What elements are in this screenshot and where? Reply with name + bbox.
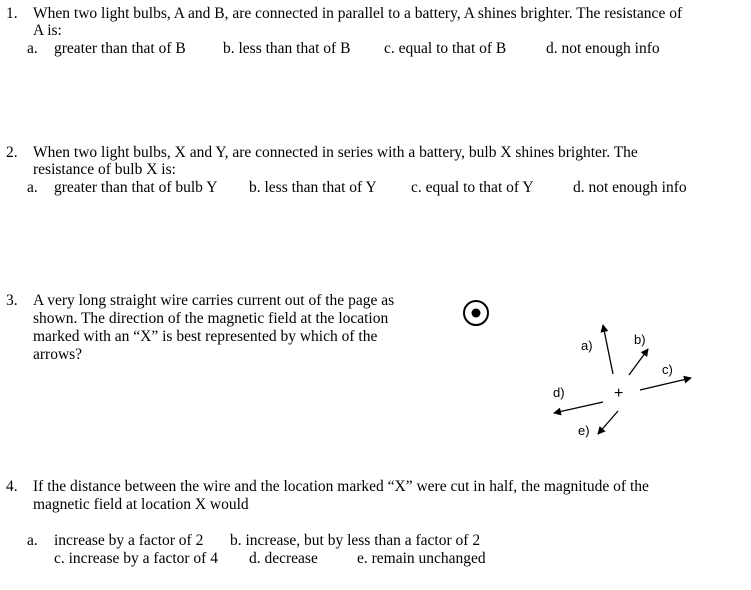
q4-number: 4. [6,478,18,495]
q2-option-c: c. equal to that of Y [411,179,534,196]
q1-option-c: c. equal to that of B [384,40,507,57]
q3-text-line3: marked with an “X” is best represented by which of the [33,328,378,345]
arrow-label-c: c) [662,362,673,377]
q4-option-a-letter: a. [27,532,38,549]
wire-out-of-page-icon [464,301,488,325]
arrow-e [598,411,618,434]
arrow-label-a: a) [581,338,593,353]
arrow-d [554,402,603,413]
location-x-marker: + [614,385,624,402]
q2-number: 2. [6,144,18,161]
arrow-b [629,349,648,375]
q2-text-line1: When two light bulbs, X and Y, are connected in series with a battery, bulb X shines brighter. The [33,144,638,161]
q3-number: 3. [6,292,18,309]
q4-option-e: e. remain unchanged [357,550,486,567]
q1-text-line2: A is: [33,22,62,39]
q3-text-line4: arrows? [33,346,83,363]
arrow-a [603,325,613,374]
q2-option-d: d. not enough info [573,179,687,196]
arrow-label-e: e) [578,423,590,438]
q2-option-a: greater than that of bulb Y [54,179,218,196]
q1-option-a-letter: a. [27,40,38,57]
arrow-c [640,378,691,390]
q1-option-a: greater than that of B [54,40,186,57]
q2-text-line2: resistance of bulb X is: [33,161,176,178]
q1-number: 1. [6,5,18,22]
q4-option-b: b. increase, but by less than a factor of 2 [230,532,481,549]
q4-text-line2: magnetic field at location X would [33,496,249,513]
arrow-label-d: d) [553,385,565,400]
q1-option-b: b. less than that of B [223,40,351,57]
q3-text-line2: shown. The direction of the magnetic field at the location [33,310,389,327]
q2-option-b: b. less than that of Y [249,179,377,196]
q3-text-line1: A very long straight wire carries current out of the page as [33,292,395,309]
q1-option-d: d. not enough info [546,40,660,57]
q4-option-d: d. decrease [249,550,318,567]
q1-text-line1: When two light bulbs, A and B, are connected in parallel to a battery, A shines brighter. The resistance of [33,5,683,22]
q4-text-line1: If the distance between the wire and the location marked “X” were cut in half, the magnitude of the [33,478,649,495]
q4-option-a: increase by a factor of 2 [54,532,204,549]
arrow-label-b: b) [634,332,646,347]
q4-option-c: c. increase by a factor of 4 [54,550,218,567]
q2-option-a-letter: a. [27,179,38,196]
